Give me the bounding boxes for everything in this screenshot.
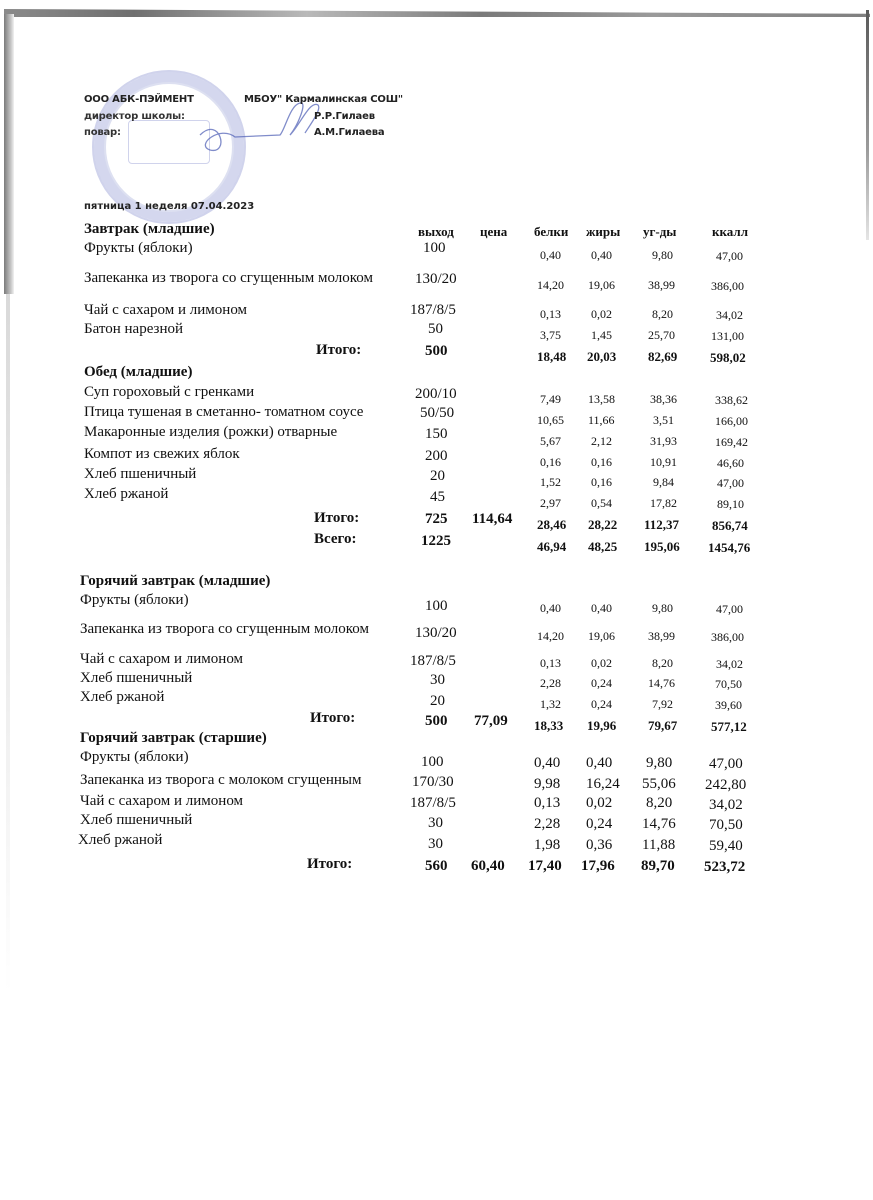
dish-kcal: 34,02 <box>709 797 743 813</box>
col-output: выход <box>418 224 454 239</box>
grand-total-carbs: 195,06 <box>644 539 680 554</box>
dish-protein: 0,40 <box>540 248 561 262</box>
dish-protein: 0,13 <box>540 656 561 670</box>
dish-protein: 5,67 <box>540 434 561 448</box>
dish-fat: 16,24 <box>586 776 620 792</box>
dish-fat: 2,12 <box>591 434 612 448</box>
dish-carbs: 8,20 <box>652 307 673 321</box>
dish-name: Хлеб пшеничный <box>80 812 193 828</box>
total-carbs: 89,70 <box>641 858 675 874</box>
dish-fat: 0,24 <box>586 816 613 832</box>
dish-carbs: 3,51 <box>653 413 674 427</box>
dish-protein: 0,40 <box>540 601 561 615</box>
total-protein: 18,33 <box>534 718 564 733</box>
org-right: МБОУ" Кармалинская СОШ" <box>244 94 403 105</box>
dish-name: Чай с сахаром и лимоном <box>84 302 248 318</box>
dish-carbs: 14,76 <box>648 676 675 690</box>
dish-fat: 11,66 <box>588 413 615 427</box>
cook-name: А.М.Гилаева <box>314 127 385 138</box>
total-protein: 28,46 <box>537 517 567 532</box>
dish-carbs: 9,80 <box>652 248 673 262</box>
dish-name: Птица тушеная в сметанно- томатном соусе <box>84 404 364 420</box>
dish-fat: 19,06 <box>588 629 615 643</box>
dish-name: Чай с сахаром и лимоном <box>80 793 244 809</box>
dish-name: Хлеб ржаной <box>78 832 163 848</box>
grand-total-output: 1225 <box>421 533 451 549</box>
dish-output: 50 <box>428 321 443 337</box>
dish-carbs: 9,80 <box>646 755 673 771</box>
dish-output: 100 <box>425 598 448 614</box>
dish-protein: 3,75 <box>540 328 561 342</box>
dish-name: Запеканка из творога со сгущенным молоком <box>84 270 373 286</box>
dish-name: Фрукты (яблоки) <box>80 592 189 608</box>
dish-fat: 0,40 <box>591 248 612 262</box>
dish-carbs: 11,88 <box>642 837 676 853</box>
col-protein: белки <box>534 224 569 239</box>
dish-fat: 13,58 <box>588 392 615 406</box>
dish-protein: 0,13 <box>540 307 561 321</box>
total-label: Итого: <box>316 342 362 358</box>
dish-kcal: 46,60 <box>717 456 744 470</box>
col-price: цена <box>480 224 508 239</box>
dish-kcal: 59,40 <box>709 838 743 854</box>
dish-carbs: 9,80 <box>652 601 673 615</box>
date-line: пятница 1 неделя 07.04.2023 <box>84 201 255 212</box>
dish-fat: 0,16 <box>591 475 612 489</box>
dish-output: 30 <box>428 836 443 852</box>
dish-name: Хлеб ржаной <box>80 689 165 705</box>
dish-protein: 2,28 <box>534 816 561 832</box>
dish-fat: 0,40 <box>586 755 613 771</box>
dish-output: 100 <box>423 240 446 256</box>
dish-kcal: 34,02 <box>716 308 743 322</box>
total-carbs: 82,69 <box>648 349 678 364</box>
cook-label: повар: <box>84 127 121 138</box>
total-output: 725 <box>425 511 448 527</box>
dish-kcal: 169,42 <box>715 435 748 449</box>
dish-output: 150 <box>425 426 448 442</box>
dish-fat: 1,45 <box>591 328 612 342</box>
total-fat: 19,96 <box>587 718 617 733</box>
dish-kcal: 70,50 <box>709 817 743 833</box>
dish-name: Хлеб пшеничный <box>80 670 193 686</box>
dish-output: 100 <box>421 754 444 770</box>
dish-kcal: 242,80 <box>705 777 747 793</box>
scan-edge-left-fade <box>6 294 10 994</box>
dish-kcal: 70,50 <box>715 677 742 691</box>
dish-protein: 14,20 <box>537 629 564 643</box>
dish-carbs: 31,93 <box>650 434 677 448</box>
total-protein: 18,48 <box>537 349 567 364</box>
dish-name: Компот из свежих яблок <box>84 446 240 462</box>
total-label: Итого: <box>310 710 356 726</box>
dish-output: 200/10 <box>415 386 457 402</box>
total-label: Итого: <box>307 856 353 872</box>
dish-kcal: 89,10 <box>717 497 744 511</box>
dish-kcal: 386,00 <box>711 279 744 293</box>
dish-output: 30 <box>430 672 445 688</box>
director-label: директор школы: <box>84 111 185 122</box>
dish-output: 170/30 <box>412 774 454 790</box>
dish-name: Чай с сахаром и лимоном <box>80 651 244 667</box>
dish-fat: 0,02 <box>586 795 613 811</box>
dish-output: 130/20 <box>415 625 457 641</box>
dish-fat: 0,02 <box>591 656 612 670</box>
dish-protein: 1,52 <box>540 475 561 489</box>
dish-protein: 14,20 <box>537 278 564 292</box>
section-title: Обед (младшие) <box>84 364 193 380</box>
dish-fat: 0,36 <box>586 837 613 853</box>
dish-protein: 7,49 <box>540 392 561 406</box>
dish-protein: 0,16 <box>540 455 561 469</box>
total-protein: 17,40 <box>528 858 562 874</box>
dish-carbs: 10,91 <box>650 455 677 469</box>
total-label: Итого: <box>314 510 360 526</box>
dish-kcal: 47,00 <box>716 602 743 616</box>
grand-total-fat: 48,25 <box>588 539 618 554</box>
total-carbs: 79,67 <box>648 718 678 733</box>
dish-protein: 1,98 <box>534 837 561 853</box>
dish-name: Запеканка из творога с молоком сгущенным <box>80 772 362 788</box>
dish-output: 30 <box>428 815 443 831</box>
dish-output: 45 <box>430 489 445 505</box>
dish-kcal: 47,00 <box>717 476 744 490</box>
total-output: 560 <box>425 858 448 874</box>
dish-carbs: 8,20 <box>646 795 673 811</box>
dish-carbs: 38,99 <box>648 629 675 643</box>
dish-fat: 0,54 <box>591 496 612 510</box>
total-fat: 20,03 <box>587 349 617 364</box>
dish-kcal: 166,00 <box>715 414 748 428</box>
dish-protein: 0,40 <box>534 755 561 771</box>
dish-name: Фрукты (яблоки) <box>80 749 189 765</box>
dish-name: Хлеб ржаной <box>84 486 169 502</box>
dish-name: Запеканка из творога со сгущенным молоком <box>80 621 369 637</box>
dish-output: 200 <box>425 448 448 464</box>
dish-carbs: 55,06 <box>642 776 676 792</box>
dish-protein: 10,65 <box>537 413 564 427</box>
dish-protein: 2,28 <box>540 676 561 690</box>
dish-output: 50/50 <box>420 405 455 421</box>
dish-protein: 9,98 <box>534 776 561 792</box>
dish-fat: 19,06 <box>588 278 615 292</box>
total-kcal: 598,02 <box>710 350 746 365</box>
dish-output: 187/8/5 <box>410 653 456 669</box>
section-title: Горячий завтрак (младшие) <box>80 573 271 589</box>
dish-fat: 0,02 <box>591 307 612 321</box>
col-fat: жиры <box>586 224 621 239</box>
dish-output: 20 <box>430 693 445 709</box>
section-title: Завтрак (младшие) <box>84 221 215 237</box>
dish-fat: 0,40 <box>591 601 612 615</box>
col-carbs: уг-ды <box>643 224 677 239</box>
dish-name: Хлеб пшеничный <box>84 466 197 482</box>
director-name: Р.Р.Гилаев <box>314 111 375 122</box>
dish-carbs: 25,70 <box>648 328 675 342</box>
dish-output: 187/8/5 <box>410 795 456 811</box>
dish-name: Батон нарезной <box>84 321 184 337</box>
dish-fat: 0,24 <box>591 676 612 690</box>
total-output: 500 <box>425 713 448 729</box>
dish-protein: 1,32 <box>540 697 561 711</box>
dish-name: Суп гороховый с гренками <box>84 384 255 400</box>
dish-carbs: 8,20 <box>652 656 673 670</box>
dish-carbs: 17,82 <box>650 496 677 510</box>
scan-edge-right <box>866 10 869 240</box>
org-left: ООО АБК-ПЭЙМЕНТ <box>84 94 194 105</box>
dish-fat: 0,16 <box>591 455 612 469</box>
section-title: Горячий завтрак (старшие) <box>80 730 267 746</box>
total-price: 114,64 <box>472 511 513 527</box>
col-kcal: ккалл <box>712 224 748 239</box>
dish-protein: 2,97 <box>540 496 561 510</box>
dish-carbs: 38,36 <box>650 392 677 406</box>
total-kcal: 577,12 <box>711 719 747 734</box>
dish-kcal: 131,00 <box>711 329 744 343</box>
dish-protein: 0,13 <box>534 795 561 811</box>
dish-output: 187/8/5 <box>410 302 456 318</box>
grand-total-kcal: 1454,76 <box>708 540 751 555</box>
dish-carbs: 14,76 <box>642 816 676 832</box>
total-fat: 17,96 <box>581 858 615 874</box>
total-price: 77,09 <box>474 713 508 729</box>
dish-kcal: 34,02 <box>716 657 743 671</box>
dish-kcal: 47,00 <box>716 249 743 263</box>
dish-carbs: 38,99 <box>648 278 675 292</box>
scan-edge-top <box>4 9 870 17</box>
scan-edge-left <box>4 14 14 294</box>
dish-kcal: 386,00 <box>711 630 744 644</box>
dish-carbs: 7,92 <box>652 697 673 711</box>
dish-kcal: 39,60 <box>715 698 742 712</box>
total-output: 500 <box>425 343 448 359</box>
dish-output: 20 <box>430 468 445 484</box>
dish-name: Макаронные изделия (рожки) отварные <box>84 424 338 440</box>
total-fat: 28,22 <box>588 517 618 532</box>
dish-name: Фрукты (яблоки) <box>84 240 193 256</box>
dish-carbs: 9,84 <box>653 475 674 489</box>
dish-kcal: 47,00 <box>709 756 743 772</box>
grand-total-label: Всего: <box>314 531 357 547</box>
dish-kcal: 338,62 <box>715 393 748 407</box>
dish-output: 130/20 <box>415 271 457 287</box>
total-carbs: 112,37 <box>644 517 680 532</box>
dish-fat: 0,24 <box>591 697 612 711</box>
total-kcal: 856,74 <box>712 518 748 533</box>
total-price: 60,40 <box>471 858 505 874</box>
total-kcal: 523,72 <box>704 859 746 875</box>
grand-total-protein: 46,94 <box>537 539 567 554</box>
